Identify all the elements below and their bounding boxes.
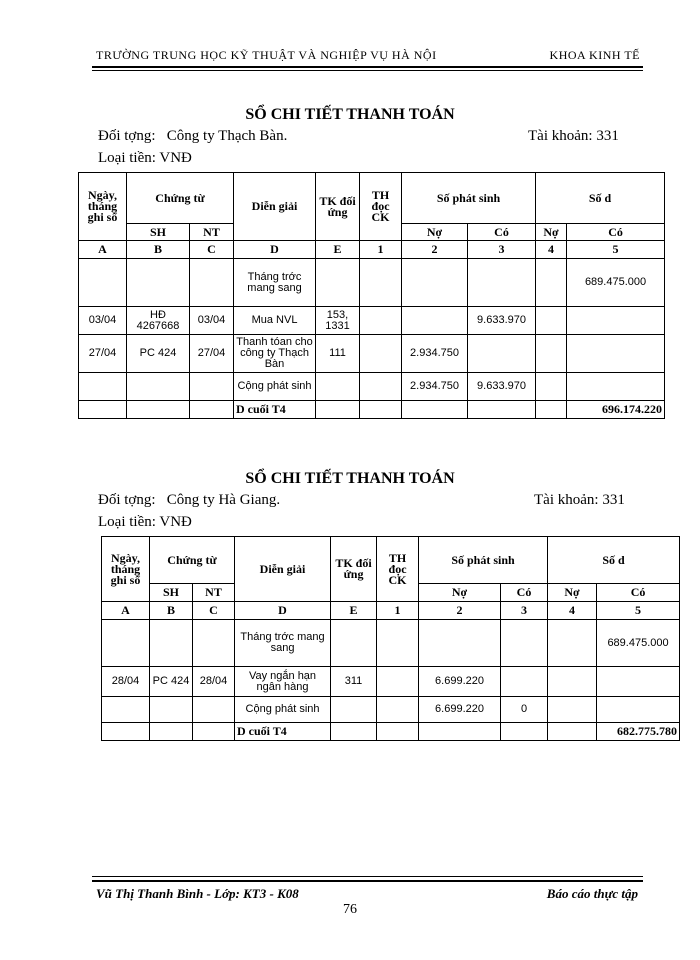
letter-row	[79, 241, 665, 259]
col-voucher: Chứng từ	[150, 537, 235, 584]
table-row	[79, 373, 665, 401]
page-number: 76	[343, 902, 357, 917]
col-bal-credit: Có	[567, 224, 665, 241]
cell-sh	[150, 697, 193, 723]
col-th: TH đọc CK	[360, 173, 402, 241]
report-type: Báo cáo thực tập	[546, 886, 638, 901]
cell-bal-debit	[536, 335, 567, 373]
account-value: 331	[602, 492, 625, 508]
cell-date	[79, 259, 127, 307]
cell-acc	[316, 373, 360, 401]
party-label: Đối tợng:	[98, 128, 156, 144]
cell-credit	[468, 259, 536, 307]
letter: 5	[597, 602, 680, 620]
col-sh: SH	[127, 224, 190, 241]
col-th: TH đọc CK	[377, 537, 419, 602]
account-label: Tài khoản:	[534, 492, 599, 508]
letter-row	[102, 602, 680, 620]
letter: 1	[377, 602, 419, 620]
party-label: Đối tợng:	[98, 492, 156, 508]
cell-sh: PC 424	[150, 667, 193, 697]
cell-bal-credit	[597, 667, 680, 697]
letter: D	[235, 602, 331, 620]
letter: E	[331, 602, 377, 620]
col-bal-debit: Nợ	[548, 584, 597, 602]
faculty-name: KHOA KINH TẾ	[549, 48, 640, 62]
col-credit: Có	[501, 584, 548, 602]
cell-nt	[193, 697, 235, 723]
cell-debit	[402, 259, 468, 307]
cell-desc: Vay ngắn hạn ngân hàng	[235, 667, 331, 697]
letter: 3	[501, 602, 548, 620]
cell-debit: 2.934.750	[402, 373, 468, 401]
header-rule	[92, 66, 643, 68]
ledger-1-party	[98, 128, 287, 145]
closing-row	[79, 401, 665, 419]
cell-bal-debit	[536, 307, 567, 335]
col-date: Ngày, tháng ghi sổ	[102, 537, 150, 602]
col-date: Ngày, tháng ghi sổ	[79, 173, 127, 241]
school-name: TRƯỜNG TRUNG HỌC KỸ THUẬT VÀ NGHIỆP VỤ HÀ NỘI	[96, 48, 437, 62]
closing-value: 682.775.780	[597, 723, 680, 741]
table-row	[79, 259, 665, 307]
cell-date: 03/04	[79, 307, 127, 335]
ledger-2-party	[98, 492, 280, 509]
col-bal-debit: Nợ	[536, 224, 567, 241]
currency-value: VNĐ	[159, 514, 192, 530]
col-balance: Số d	[536, 173, 665, 224]
ledger-2-table	[101, 536, 680, 741]
cell-date	[79, 373, 127, 401]
cell-nt	[190, 373, 234, 401]
cell-debit	[419, 620, 501, 667]
letter: D	[234, 241, 316, 259]
letter: 4	[536, 241, 567, 259]
cell-sh	[127, 373, 190, 401]
cell-bal-debit	[548, 620, 597, 667]
cell-nt: 28/04	[193, 667, 235, 697]
ledger-1-account	[528, 128, 619, 145]
table-row	[102, 667, 680, 697]
cell-acc	[316, 259, 360, 307]
ledger-1-title: SỔ CHI TIẾT THANH TOÁN	[245, 106, 455, 123]
cell-bal-credit	[567, 335, 665, 373]
cell-date	[102, 697, 150, 723]
party-value: Công ty Hà Giang.	[166, 492, 281, 508]
closing-label: D cuối T4	[235, 723, 331, 741]
cell-desc: Tháng trớc mang sang	[234, 259, 316, 307]
currency-label: Loại tiền:	[98, 150, 156, 166]
cell-bal-credit: 689.475.000	[597, 620, 680, 667]
letter: 3	[468, 241, 536, 259]
cell-bal-credit	[567, 307, 665, 335]
cell-acc: 111	[316, 335, 360, 373]
cell-credit: 0	[501, 697, 548, 723]
letter: 2	[419, 602, 501, 620]
col-credit: Có	[468, 224, 536, 241]
cell-desc: Tháng trớc mang sang	[235, 620, 331, 667]
footer-rule-thin	[92, 876, 643, 877]
party-value: Công ty Thạch Bàn.	[166, 128, 288, 144]
letter: 2	[402, 241, 468, 259]
cell-date	[102, 620, 150, 667]
cell-th	[360, 259, 402, 307]
cell-desc: Cộng phát sinh	[234, 373, 316, 401]
cell-desc: Cộng phát sinh	[235, 697, 331, 723]
cell-debit: 2.934.750	[402, 335, 468, 373]
cell-th	[360, 307, 402, 335]
cell-date: 28/04	[102, 667, 150, 697]
col-debit: Nợ	[402, 224, 468, 241]
cell-th	[377, 697, 419, 723]
table-row	[102, 620, 680, 667]
letter: A	[102, 602, 150, 620]
col-nt: NT	[190, 224, 234, 241]
col-desc: Diễn giải	[235, 537, 331, 602]
currency-label: Loại tiền:	[98, 514, 156, 530]
letter: 4	[548, 602, 597, 620]
letter: A	[79, 241, 127, 259]
cell-th	[360, 335, 402, 373]
table-row	[79, 307, 665, 335]
header-rule-thin	[92, 70, 643, 71]
col-desc: Diễn giải	[234, 173, 316, 241]
table-row	[102, 697, 680, 723]
cell-bal-debit	[536, 259, 567, 307]
cell-bal-credit	[567, 373, 665, 401]
cell-nt: 03/04	[190, 307, 234, 335]
cell-bal-debit	[548, 667, 597, 697]
cell-credit	[501, 620, 548, 667]
cell-sh	[150, 620, 193, 667]
cell-sh: HĐ 4267668	[127, 307, 190, 335]
letter: B	[127, 241, 190, 259]
cell-nt: 27/04	[190, 335, 234, 373]
cell-nt	[190, 259, 234, 307]
col-nt: NT	[193, 584, 235, 602]
author-line: Vũ Thị Thanh Bình - Lớp: KT3 - K08	[96, 886, 299, 901]
cell-debit: 6.699.220	[419, 667, 501, 697]
cell-acc	[331, 697, 377, 723]
letter: 5	[567, 241, 665, 259]
letter: B	[150, 602, 193, 620]
col-balance: Số d	[548, 537, 680, 584]
col-arising: Số phát sinh	[419, 537, 548, 584]
letter: C	[193, 602, 235, 620]
footer-rule	[92, 880, 643, 882]
ledger-1-table	[78, 172, 665, 419]
cell-desc: Thanh tóan cho công ty Thạch Bàn	[234, 335, 316, 373]
cell-acc: 311	[331, 667, 377, 697]
col-debit: Nợ	[419, 584, 501, 602]
cell-th	[377, 620, 419, 667]
cell-credit: 9.633.970	[468, 307, 536, 335]
col-account: TK đối ứng	[331, 537, 377, 602]
currency-value: VNĐ	[159, 150, 192, 166]
cell-nt	[193, 620, 235, 667]
col-account: TK đối ứng	[316, 173, 360, 241]
cell-acc	[331, 620, 377, 667]
account-value: 331	[596, 128, 619, 144]
cell-bal-debit	[536, 373, 567, 401]
account-label: Tài khoản:	[528, 128, 593, 144]
letter: 1	[360, 241, 402, 259]
letter: E	[316, 241, 360, 259]
cell-acc: 153, 1331	[316, 307, 360, 335]
cell-debit: 6.699.220	[419, 697, 501, 723]
letter: C	[190, 241, 234, 259]
table-row	[79, 335, 665, 373]
cell-credit	[468, 335, 536, 373]
closing-row	[102, 723, 680, 741]
col-arising: Số phát sinh	[402, 173, 536, 224]
ledger-1-currency	[98, 150, 192, 167]
cell-debit	[402, 307, 468, 335]
cell-credit	[501, 667, 548, 697]
cell-th	[360, 373, 402, 401]
col-voucher: Chứng từ	[127, 173, 234, 224]
cell-bal-debit	[548, 697, 597, 723]
cell-date: 27/04	[79, 335, 127, 373]
cell-th	[377, 667, 419, 697]
col-bal-credit: Có	[597, 584, 680, 602]
cell-sh	[127, 259, 190, 307]
ledger-2-title: SỔ CHI TIẾT THANH TOÁN	[245, 470, 455, 487]
col-sh: SH	[150, 584, 193, 602]
closing-value: 696.174.220	[567, 401, 665, 419]
cell-credit: 9.633.970	[468, 373, 536, 401]
ledger-2-account	[534, 492, 625, 509]
cell-bal-credit: 689.475.000	[567, 259, 665, 307]
cell-desc: Mua NVL	[234, 307, 316, 335]
ledger-2-currency	[98, 514, 192, 531]
cell-sh: PC 424	[127, 335, 190, 373]
closing-label: D cuối T4	[234, 401, 316, 419]
cell-bal-credit	[597, 697, 680, 723]
